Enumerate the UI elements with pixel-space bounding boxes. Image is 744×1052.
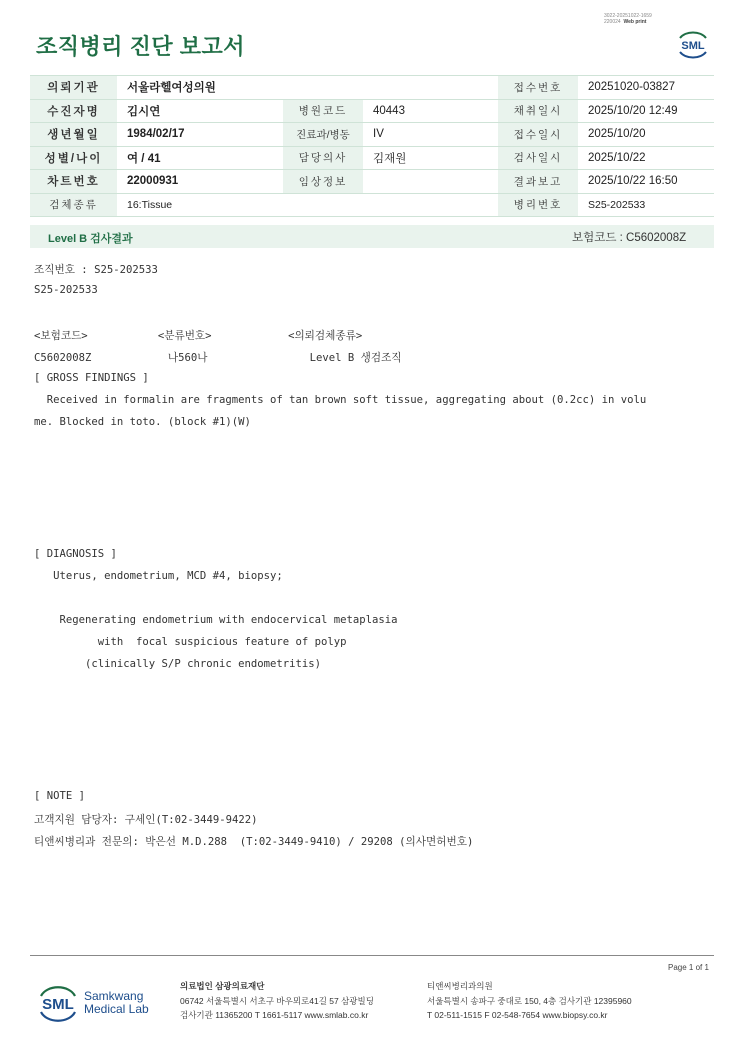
value-birth-date: 1984/02/17 — [117, 123, 283, 147]
label-chart-number: 차트번호 — [30, 170, 117, 194]
value-chart-number: 22000931 — [117, 170, 283, 194]
report-line: with focal suspicious feature of polyp — [34, 636, 347, 648]
report-line: <보험코드> <분류번호> <의뢰검체종류> — [34, 330, 363, 342]
report-line: [ GROSS FINDINGS ] — [34, 372, 149, 384]
label-test-date: 검사일시 — [498, 146, 578, 170]
value-receipt-date: 2025/10/20 — [578, 123, 714, 147]
sml-logo-icon — [674, 27, 712, 61]
samkwang-contact: 검사기관 11365200 T 1661-5117 www.smlab.co.kr — [180, 1010, 369, 1020]
label-specimen-type: 검체종류 — [30, 193, 117, 217]
value-collection-datetime: 2025/10/20 12:49 — [578, 99, 714, 123]
label-patient-name: 수진자명 — [30, 99, 117, 123]
value-hospital-code: 40443 — [363, 99, 498, 123]
info-row — [30, 170, 714, 194]
report-line: 티앤씨병리과 전문의: 박은선 M.D.288 (T:02-3449-9410) / 29208 (의사면허번호) — [34, 836, 474, 848]
page-number: Page 1 of 1 — [668, 963, 709, 972]
tnc-name: 티앤씨병리과의원 — [427, 981, 493, 991]
info-row — [30, 99, 714, 123]
value-sex-age: 여 / 41 — [117, 146, 283, 170]
value-specimen-type: 16:Tissue — [117, 193, 498, 217]
value-clinical-info — [363, 170, 498, 194]
label-collection-datetime: 채취일시 — [498, 99, 578, 123]
samkwang-logo-icon — [36, 979, 80, 1027]
samkwang-name: 의료법인 삼광의료재단 — [180, 981, 265, 991]
level-result-title: Level B 검사결과 — [48, 233, 133, 245]
brand-line2: Medical Lab — [84, 1002, 149, 1016]
value-department-ward: IV — [363, 123, 498, 147]
samkwang-logo-text: SML — [42, 996, 74, 1013]
value-pathology-number: S25-202533 — [578, 193, 714, 217]
report-line: me. Blocked in toto. (block #1)(W) — [34, 416, 251, 428]
report-line: S25-202533 — [34, 284, 98, 296]
insurance-code: 보험코드 : C5602008Z — [572, 232, 687, 244]
info-row — [30, 123, 714, 147]
report-line: Uterus, endometrium, MCD #4, biopsy; — [34, 570, 283, 582]
info-row — [30, 146, 714, 170]
label-result-report: 결과보고 — [498, 170, 578, 194]
info-row — [30, 193, 714, 217]
label-receipt-date: 접수일시 — [498, 123, 578, 147]
samkwang-address: 06742 서울특별시 서초구 바우뫼로41길 57 삼광빌딩 — [180, 995, 374, 1006]
report-line: (clinically S/P chronic endometritis) — [34, 658, 322, 670]
report-line: 조직번호 : S25-202533 — [34, 264, 158, 276]
label-pathology-number: 병리번호 — [498, 193, 578, 217]
patient-info-table — [30, 75, 714, 217]
print-info-id: 3022-20251022-1659 — [604, 13, 652, 19]
web-print-label: Web print — [623, 19, 647, 25]
report-line: [ DIAGNOSIS ] — [34, 548, 117, 560]
label-clinical-info: 임상정보 — [283, 170, 363, 194]
footer-col-samkwang — [180, 979, 374, 1023]
value-test-date: 2025/10/22 — [578, 146, 714, 170]
report-line: Regenerating endometrium with endocervical metaplasia — [34, 614, 398, 626]
report-line: [ NOTE ] — [34, 790, 86, 802]
value-result-report: 2025/10/22 16:50 — [578, 170, 714, 194]
footer-col-tnc — [427, 979, 632, 1023]
footer-brand — [84, 990, 149, 1016]
label-receipt-number: 접수번호 — [498, 76, 578, 100]
print-info — [604, 13, 652, 25]
print-info-line2: 220024 Web print — [604, 19, 647, 25]
tnc-address: 서울특별시 송파구 중대로 150, 4층 검사기관 12395960 — [427, 995, 632, 1006]
value-requesting-org: 서울라헬여성의원 — [117, 76, 498, 100]
label-doctor: 담당의사 — [283, 146, 363, 170]
value-doctor: 김재원 — [363, 146, 498, 170]
brand-line1: Samkwang — [84, 989, 144, 1003]
tnc-contact: T 02-511-1515 F 02-548-7654 www.biopsy.co.kr — [427, 1010, 608, 1020]
sml-logo-text: SML — [681, 40, 705, 52]
report-line: 고객지원 담당자: 구세인(T:02-3449-9422) — [34, 814, 258, 826]
report-line: C5602008Z 나560나 Level B 생검조직 — [34, 352, 402, 364]
label-hospital-code: 병원코드 — [283, 99, 363, 123]
report-title: 조직병리 진단 보고서 — [36, 34, 245, 59]
label-department-ward: 진료과/병동 — [283, 123, 363, 147]
report-line: Received in formalin are fragments of tan brown soft tissue, aggregating about (0.2cc) in volu — [34, 394, 647, 406]
label-birth-date: 생년월일 — [30, 123, 117, 147]
value-receipt-number: 20251020-03827 — [578, 76, 714, 100]
footer-divider — [30, 955, 714, 956]
label-requesting-org: 의뢰기관 — [30, 76, 117, 100]
value-patient-name: 김시연 — [117, 99, 283, 123]
info-row — [30, 76, 714, 100]
label-sex-age: 성별/나이 — [30, 146, 117, 170]
